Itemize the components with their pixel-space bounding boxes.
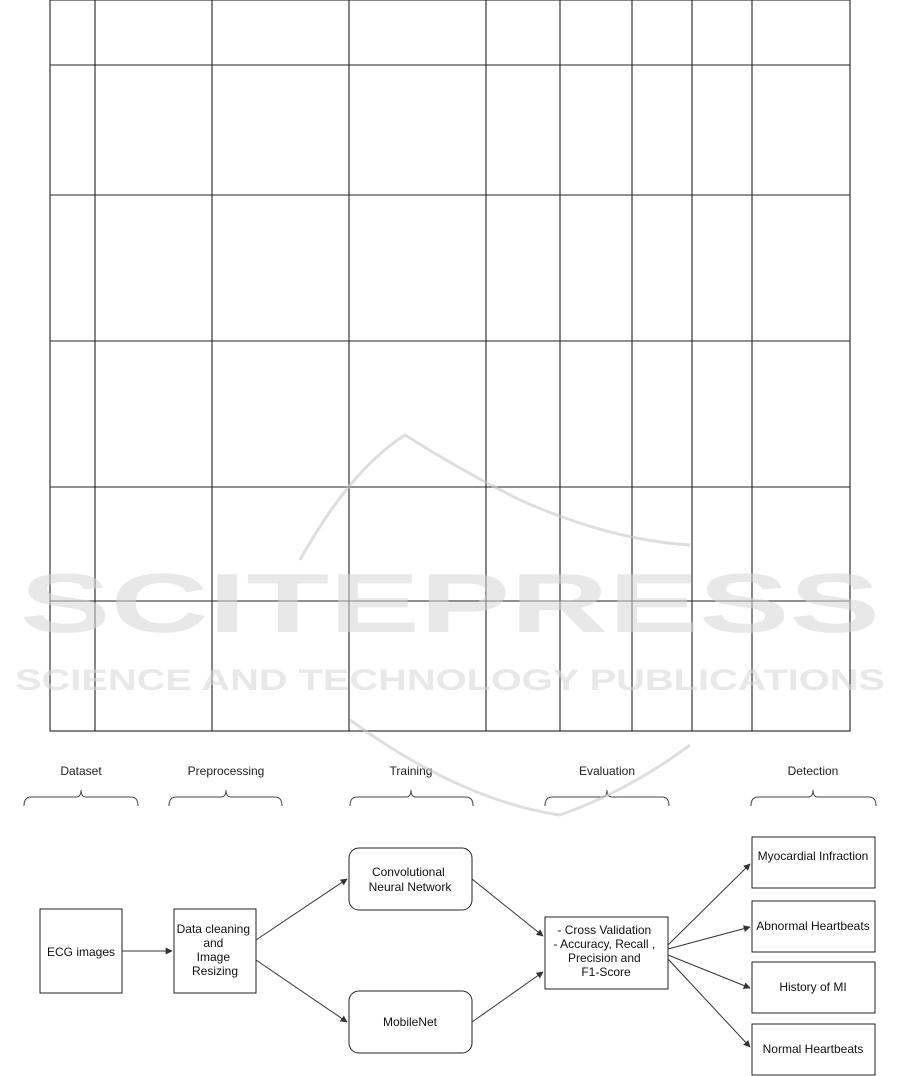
stage-label-preprocessing: Preprocessing bbox=[187, 764, 265, 778]
arrow-evaluation-to-mi bbox=[668, 864, 750, 945]
arrow-preprocessing-to-cnn bbox=[256, 879, 347, 940]
stage-label-detection: Detection bbox=[787, 764, 839, 778]
node-preprocessing-label: Data cleaning and Image Resizing bbox=[176, 922, 251, 978]
node-normal-heartbeats-label: Normal Heartbeats bbox=[762, 1042, 864, 1056]
brace-evaluation bbox=[545, 790, 669, 806]
methodology-flow-diagram bbox=[0, 740, 901, 1076]
node-ecg-images-label: ECG images bbox=[46, 945, 116, 959]
arrow-preprocessing-to-mobilenet bbox=[256, 960, 347, 1022]
node-history-of-mi-label: History of MI bbox=[779, 980, 847, 994]
arrow-mobilenet-to-evaluation bbox=[472, 972, 543, 1022]
stage-label-dataset: Dataset bbox=[60, 764, 102, 778]
node-cnn bbox=[349, 848, 472, 910]
node-cnn-label: Convolutional Neural Network bbox=[368, 865, 452, 894]
brace-preprocessing bbox=[169, 790, 282, 806]
node-evaluation-label: - Cross Validation - Accuracy, Recall , Precision and F1-Score bbox=[553, 923, 656, 979]
stage-label-training: Training bbox=[389, 764, 433, 778]
node-myocardial-infraction-label: Myocardial Infraction bbox=[757, 849, 869, 863]
arrow-evaluation-to-abnormal bbox=[668, 927, 750, 949]
arrow-evaluation-to-normal bbox=[668, 959, 750, 1047]
brace-dataset bbox=[24, 790, 138, 806]
watermark-logo-text: SCITEPRESS bbox=[20, 556, 880, 650]
node-abnormal-heartbeats-label: Abnormal Heartbeats bbox=[756, 919, 870, 933]
arrow-cnn-to-evaluation bbox=[472, 879, 543, 936]
brace-training bbox=[350, 790, 473, 806]
node-mobilenet-label: MobileNet bbox=[382, 1015, 438, 1029]
table-border bbox=[50, 0, 850, 731]
brace-detection bbox=[751, 790, 876, 806]
watermark-tagline: SCIENCE AND TECHNOLOGY PUBLICATIONS bbox=[15, 664, 885, 697]
stage-label-evaluation: Evaluation bbox=[578, 764, 636, 778]
